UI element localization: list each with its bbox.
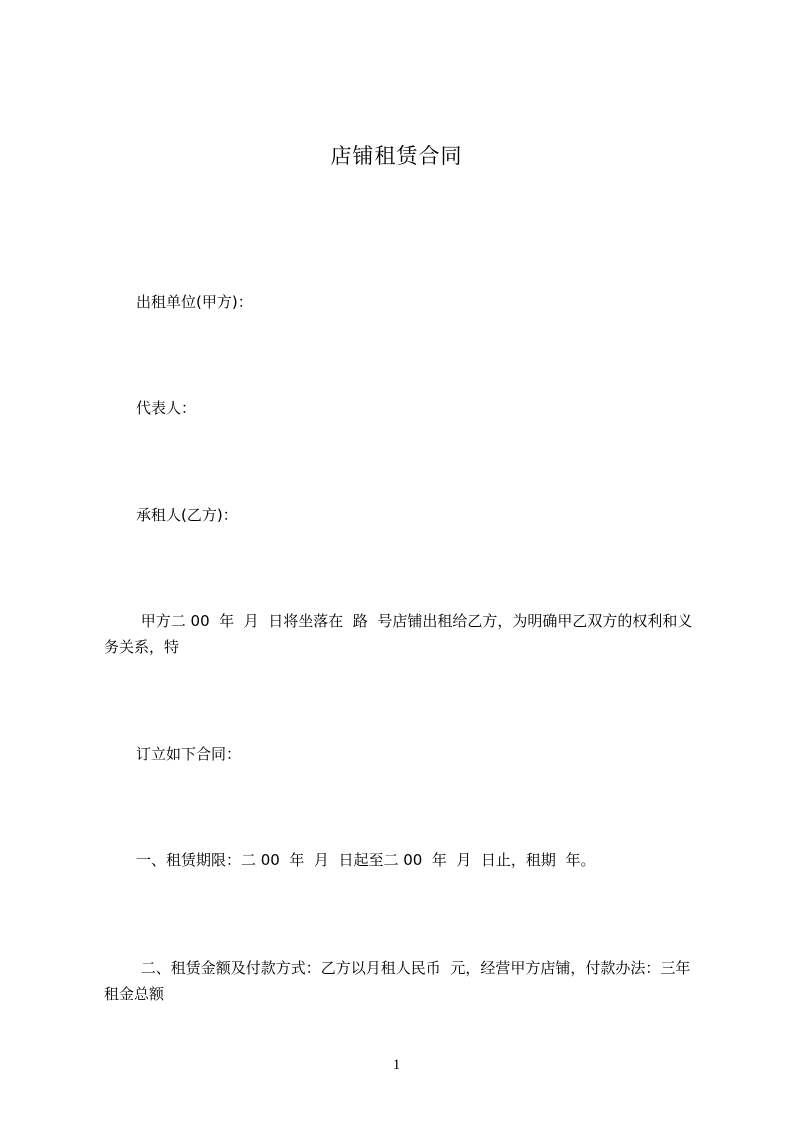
paragraph-rent-payment: 二、租赁金额及付款方式：乙方以月租人民币 元，经营甲方店铺，付款办法：三年租金总额 — [104, 959, 691, 1003]
paragraph-representative: 代表人： — [136, 399, 197, 417]
paragraph-lease-intro: 甲方二 00 年 月 日将坐落在 路 号店铺出租给乙方，为明确甲乙双方的权利和义务关系，特 — [104, 612, 693, 656]
paragraph-lessee: 承租人(乙方)： — [136, 506, 238, 524]
page-number: 1 — [392, 1057, 401, 1073]
paragraph-lessor: 出租单位(甲方)： — [136, 293, 253, 311]
document-title: 店铺租赁合同 — [330, 144, 463, 168]
paragraph-agreement: 订立如下合同： — [136, 745, 242, 763]
paragraph-lease-term: 一、租赁期限：二 00 年 月 日起至二 00 年 月 日止，租期 年。 — [136, 851, 596, 869]
